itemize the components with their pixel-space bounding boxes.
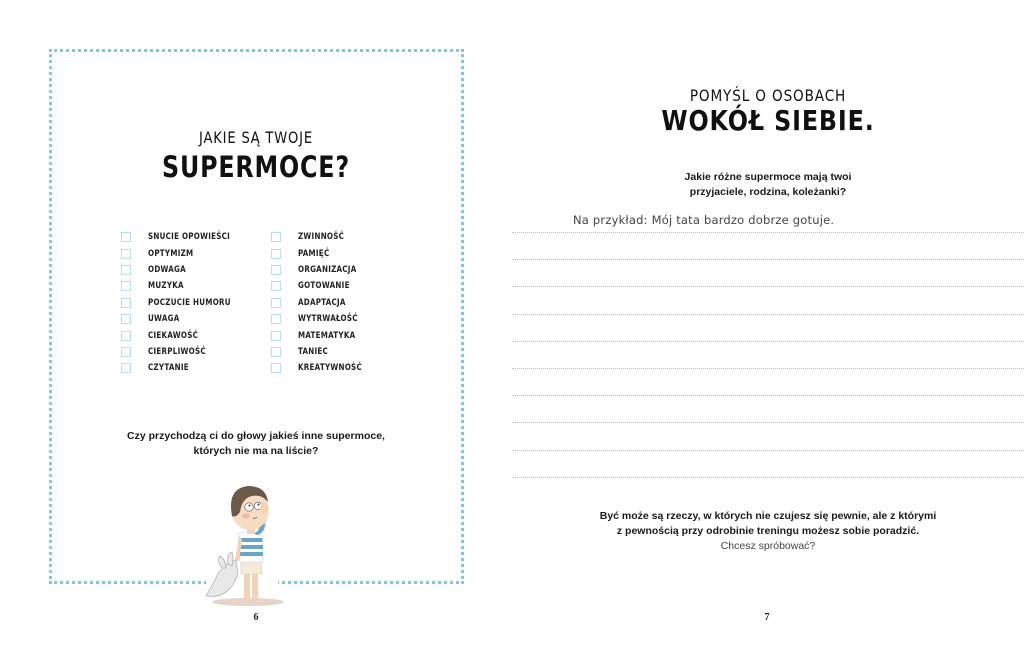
checkbox[interactable] [271, 265, 281, 275]
writing-line[interactable] [512, 260, 1024, 287]
checklist-item[interactable] [271, 360, 371, 376]
checklist-column-2 [271, 229, 371, 377]
checklist-item[interactable] [121, 295, 242, 311]
checklist-label: ORGANIZACJA [298, 264, 357, 275]
checklist-item[interactable] [121, 311, 242, 327]
checkbox[interactable] [271, 314, 281, 324]
checklist-label: TANIEC [298, 346, 329, 357]
left-title-big: SUPERMOCE? [161, 150, 350, 184]
checklist-item[interactable] [121, 360, 242, 376]
writing-line[interactable] [512, 233, 1024, 260]
right-title-big: WOKÓŁ SIEBIE. [661, 104, 875, 137]
checklist-label: CIEKAWOŚĆ [148, 330, 199, 341]
checklist-label: WYTRWAŁOŚĆ [298, 314, 358, 325]
checklist-label: MUZYKA [148, 281, 184, 292]
page-number-left: 6 [253, 612, 259, 623]
checklist-label: ODWAGA [148, 264, 186, 275]
checklist-label: MATEMATYKA [298, 330, 356, 341]
right-question [512, 170, 1024, 200]
checkbox[interactable] [271, 347, 281, 357]
checkbox[interactable] [121, 281, 131, 291]
checklist-label: ZWINNOŚĆ [298, 232, 345, 243]
checkbox[interactable] [271, 331, 281, 341]
checklist-item[interactable] [121, 229, 242, 245]
right-question-line-2: przyjaciele, rodzina, koleżanki? [689, 186, 847, 198]
example-text: Na przykład: Mój tata bardzo dobrze gotuje. [573, 213, 835, 227]
writing-line[interactable] [512, 369, 1024, 396]
checkbox[interactable] [121, 298, 131, 308]
checklist-item[interactable] [271, 344, 371, 360]
checkbox[interactable] [271, 298, 281, 308]
writing-line[interactable] [512, 287, 1024, 314]
checklist-label: KREATYWNOŚĆ [298, 363, 362, 374]
checklist-label: OPTYMIZM [148, 248, 194, 259]
checkbox[interactable] [121, 232, 131, 242]
left-question [0, 429, 512, 459]
checklist-label: SNUCIE OPOWIEŚCI [148, 232, 231, 243]
left-question-line-1: Czy przychodzą ci do głowy jakieś inne supermoce, [127, 430, 385, 442]
checklist-item[interactable] [121, 245, 242, 261]
checklist-label: CZYTANIE [148, 363, 189, 374]
checklist-item[interactable] [121, 278, 242, 294]
checklist-label: GOTOWANIE [298, 281, 350, 292]
checklist-column-1 [121, 229, 242, 377]
checklist-item[interactable] [271, 245, 371, 261]
writing-line[interactable] [512, 396, 1024, 423]
checklist-item[interactable] [121, 327, 242, 343]
closing-line-2: z pewnością przy odrobinie treningu możesz sobie poradzić. [616, 525, 920, 537]
checklist-label: ADAPTACJA [298, 297, 346, 308]
writing-line[interactable] [512, 342, 1024, 369]
left-title-small: JAKIE SĄ TWOJE [199, 128, 313, 147]
checklist-label: POCZUCIE HUMORU [148, 297, 231, 308]
right-question-line-1: Jakie różne supermoce mają twoi [684, 171, 852, 183]
checklist-item[interactable] [271, 327, 371, 343]
checklist-item[interactable] [121, 344, 242, 360]
checkbox[interactable] [121, 249, 131, 259]
checkbox[interactable] [271, 232, 281, 242]
checklist-label: CIERPLIWOŚĆ [148, 346, 206, 357]
boy-illustration [196, 474, 286, 610]
checkbox[interactable] [121, 363, 131, 373]
checklist-item[interactable] [271, 311, 371, 327]
checkbox[interactable] [121, 331, 131, 341]
checklist-item[interactable] [121, 262, 242, 278]
checkbox[interactable] [121, 347, 131, 357]
checkbox[interactable] [121, 265, 131, 275]
checklist-item[interactable] [271, 295, 371, 311]
checklist-item[interactable] [271, 262, 371, 278]
writing-line[interactable] [512, 423, 1024, 450]
right-title-small: POMYŚL O OSOBACH [689, 86, 847, 105]
checklist-item[interactable] [271, 278, 371, 294]
closing-text [512, 509, 1024, 554]
checklist-item[interactable] [271, 229, 371, 245]
left-question-line-2: których nie ma na liście? [193, 445, 319, 457]
checkbox[interactable] [121, 314, 131, 324]
writing-lines [512, 232, 1024, 478]
checklist-label: PAMIĘĆ [298, 248, 330, 259]
checkbox[interactable] [271, 281, 281, 291]
page-number-right: 7 [764, 612, 770, 623]
closing-line-3: Chcesz spróbować? [720, 540, 816, 552]
checkbox[interactable] [271, 363, 281, 373]
checkbox[interactable] [271, 249, 281, 259]
closing-line-1: Być może są rzeczy, w których nie czujesz się pewnie, ale z którymi [599, 510, 937, 522]
checklist-label: UWAGA [148, 314, 180, 325]
writing-line[interactable] [512, 451, 1024, 478]
writing-line[interactable] [512, 315, 1024, 342]
